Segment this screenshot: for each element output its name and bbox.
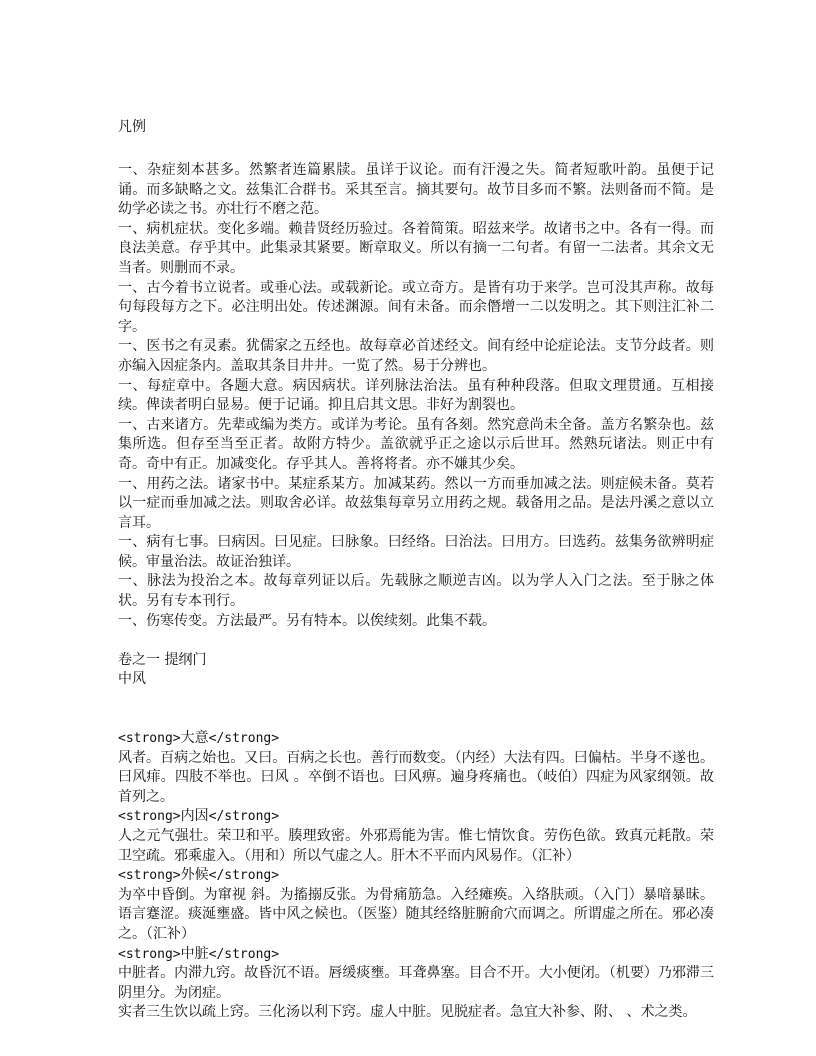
section-text: 为卒中昏倒。为窜视 斜。为搐搦反张。为骨痛筋急。入经瘫痪。入络肤顽。（入门）暴喑暴昧。语言蹇涩。痰涎壅盛。皆中风之候也。（医鉴）随其经络脏腑俞穴而调之。所谓虚之所在。邪必凑之。（汇补）	[118, 886, 714, 942]
fanli-item: 一、古来诸方。先辈或编为类方。或详为考论。虽有各刻。然究意尚未全备。盖方名繁杂也。兹集所选。但存至当至正者。故附方特少。盖欲就乎正之途以示后世耳。然熟玩诸法。则正中有奇。奇中有正。加减变化。存乎其人。善将将者。亦不嫌其少矣。	[118, 416, 714, 472]
fanli-item: 一、病机症状。变化多端。赖昔贤经历验过。各着简策。昭兹来学。故诸书之中。各有一得。而良法美意。存乎其中。此集录其紧要。断章取义。所以有摘一二句者。有留一二法者。其余文无当者。则删而不录。	[118, 220, 714, 276]
fanli-item: 一、病有七事。曰病因。曰见症。曰脉象。曰经络。曰治法。曰用方。曰选药。兹集务欲辨明症候。审量治法。故证治独详。	[118, 534, 714, 570]
fanli-item: 一、杂症刻本甚多。然繁者连篇累牍。虽详于议论。而有汗漫之失。简者短歌叶韵。虽便于记诵。而多缺略之文。兹集汇合群书。采其至言。摘其要句。故节目多而不繁。法则备而不简。是幼学必读之书。亦壮行不磨之范。	[118, 162, 714, 218]
section-heading-neiyin: <strong>内因</strong>	[118, 808, 280, 825]
fanli-item: 一、医书之有灵素。犹儒家之五经也。故每章必首述经文。间有经中论症论法。支节分歧者。则亦编入因症条内。盖取其条目井井。一览了然。易于分辨也。	[118, 338, 714, 374]
chapter-heading: 中风	[118, 671, 146, 688]
section-text: 人之元气强壮。荣卫和平。腠理致密。外邪焉能为害。惟七情饮食。劳伤色欲。致真元耗散。荣卫空疏。邪乘虚入。（用和）所以气虚之人。肝木不平而内风易作。（汇补）	[118, 828, 714, 864]
volume-heading: 卷之一 提纲门	[118, 651, 207, 668]
section-heading-zhongzang: <strong>中脏</strong>	[118, 945, 280, 962]
fanli-item: 一、古今着书立说者。或垂心法。或载新论。或立奇方。是皆有功于来学。岂可没其声称。故每句每段每方之下。必注明出处。传述渊源。间有未备。而余僭增一二以发明之。其下则注汇补二字。	[118, 279, 714, 335]
section-text: 风者。百病之始也。又曰。百病之长也。善行而数变。（内经）大法有四。曰偏枯。半身不遂也。曰风痱。四肢不举也。曰风 。卒倒不语也。曰风痹。遍身疼痛也。（岐伯）四症为风家纲领。故首列之。	[118, 749, 714, 805]
section-heading-dayi: <strong>大意</strong>	[118, 730, 280, 747]
section-text: 中脏者。内滞九窍。故昏沉不语。唇缓痰壅。耳聋鼻塞。目合不开。大小便闭。（机要）乃邪滞三阴里分。为闭症。	[118, 965, 714, 1001]
section-heading-waihou: <strong>外候</strong>	[118, 867, 280, 884]
fanli-item: 一、脉法为投治之本。故每章列证以后。先载脉之顺逆吉凶。以为学人入门之法。至于脉之体状。另有专本刊行。	[118, 573, 714, 610]
fanli-item: 一、用药之法。诸家书中。某症系某方。加减某药。然以一方而垂加减之法。则症候未备。莫若以一症而垂加减之法。则取舍必详。故兹集每章另立用药之规。载备用之品。是法丹溪之意以立言耳。	[118, 475, 714, 531]
document-page	[118, 118, 714, 1023]
page-title: 凡例	[118, 119, 146, 135]
spacer	[118, 631, 714, 651]
fanli-item: 一、每症章中。各题大意。病因病状。详列脉法治法。虽有种种段落。但取文理贯通。互相接续。俾读者明白显易。便于记诵。抑且启其文思。非好为割裂也。	[118, 377, 714, 414]
section-text: 实者三生饮以疏上窍。三化汤以利下窍。虚人中脏。见脱症者。急宜大补参、附、 、术之类。	[118, 1004, 697, 1021]
fanli-item: 一、伤寒传变。方法最严。另有特本。以俟续刻。此集不载。	[118, 612, 496, 629]
spacer	[118, 690, 714, 729]
